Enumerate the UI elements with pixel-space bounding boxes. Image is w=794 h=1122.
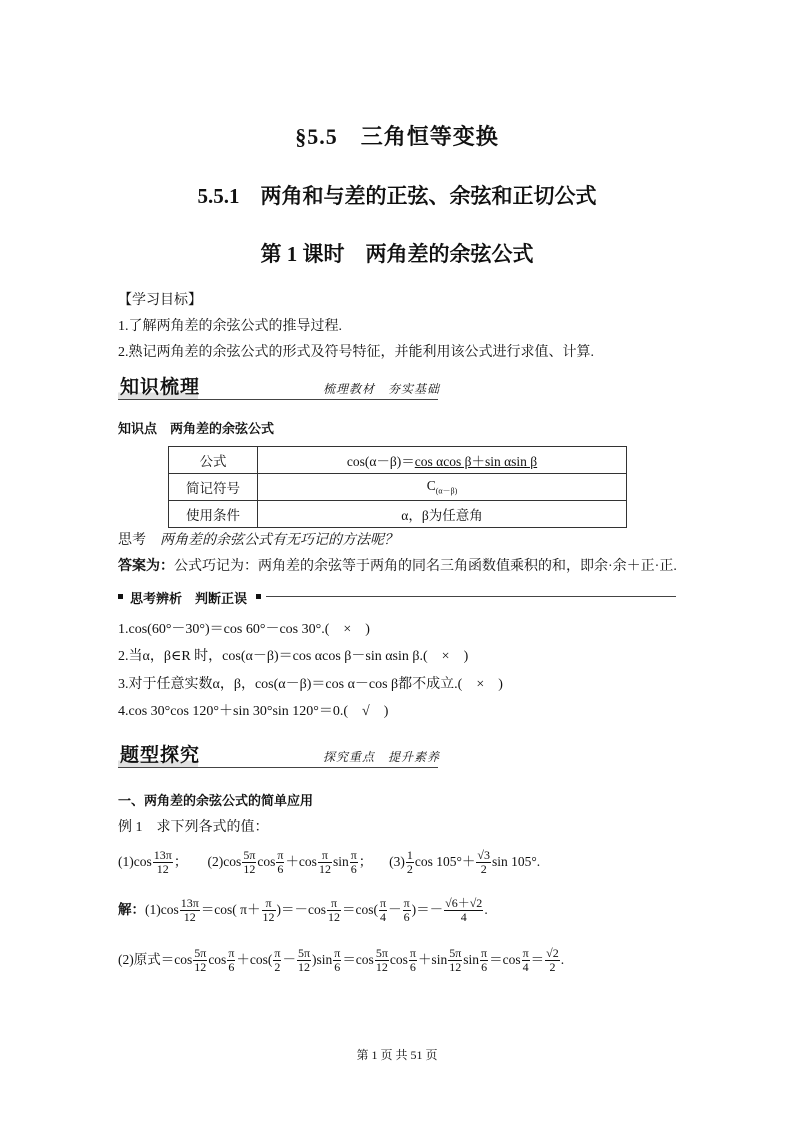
symbol-sub: (α－β) xyxy=(435,486,458,496)
lesson-title: 第 1 课时 两角差的余弦公式 xyxy=(260,242,534,266)
table-row xyxy=(169,447,627,474)
think-label: 思考 xyxy=(118,533,146,548)
table-row xyxy=(169,474,627,501)
symbol-main: C xyxy=(426,477,436,493)
table-row xyxy=(169,501,627,528)
solution-label: 解： xyxy=(118,902,145,917)
example-line xyxy=(118,819,269,837)
think-text: 两角差的余弦公式有无巧记的方法呢？ xyxy=(160,533,398,548)
section-title: §5.5 三角恒等变换 xyxy=(295,124,499,149)
goal-item-1: 1.了解两角差的余弦公式的推导过程. xyxy=(118,319,342,334)
judge-heading: 思考辨析 判断正误 xyxy=(130,592,248,607)
example-text: 求下列各式的值： xyxy=(156,820,269,835)
page-footer: 第 1 页 共 51 页 xyxy=(356,1048,438,1062)
symbol-cell xyxy=(258,474,627,501)
table-label: 简记符号 xyxy=(169,474,258,501)
answer-text: 公式巧记为：两角差的余弦等于两角的同名三角函数值乘积的和，即余·余＋正·正. xyxy=(174,559,677,574)
knowledge-heading-block xyxy=(118,372,678,402)
fraction: $\frac{13\pi}{12}$ xyxy=(153,848,172,877)
condition-cell: α，β为任意角 xyxy=(258,501,627,528)
table-label: 公式 xyxy=(169,447,258,474)
knowledge-point-title: 知识点 两角差的余弦公式 xyxy=(118,422,275,437)
judge-rule xyxy=(266,596,676,597)
formula-rhs: cos αcos β＋sin αsin β xyxy=(414,454,538,469)
heading-rule xyxy=(118,767,438,768)
subsection-title: 5.5.1 两角和与差的正弦、余弦和正切公式 xyxy=(197,184,597,208)
heading-rule xyxy=(118,399,438,400)
goals-header: 【学习目标】 xyxy=(118,293,202,308)
judge-item-4: 4.cos 30°cos 120°＋sin 30°sin 120°＝0.( √ ) xyxy=(118,704,389,719)
solution-line-1: 解：(1)cos $\frac{13\pi}{12}$ ＝cos( π＋ $\frac{\pi}{12}$ )＝－cos $\frac{\pi}{12}$ ＝cos( $\frac{\pi}{4}$ － $\frac{\pi}{6}$ )＝－ $\frac{√6+√2}{4}$ . xyxy=(118,896,488,925)
judge-heading-block xyxy=(118,588,678,606)
solution-line-2: (2)原式＝cos $\frac{5\pi}{12}$ cos $\frac{\pi}{6}$ ＋cos( $\frac{\pi}{2}$ － $\frac{5\pi}{12}$ )sin $\frac{\pi}{6}$ ＝cos $\frac{5\pi}{12}$ cos $\frac{\pi}{6}$ ＋sin $\frac{5\pi}{12}$ sin $\frac{\pi}{6}$ ＝cos $\frac{\pi}{4}$ ＝ $\frac{√2}{2}$ . xyxy=(118,946,565,975)
example-expressions: (1)cos $\frac{13\pi}{12}$ ； (2)cos $\frac{5\pi}{12}$ cos $\frac{\pi}{6}$ ＋cos $\frac{\pi}{12}$ sin $\frac{\pi}{6}$ ； (3) $\frac{1}{2}$ cos 105°＋ $\frac{√3}{2}$ sin 105°. xyxy=(118,848,541,877)
answer-line xyxy=(118,558,677,576)
formula-table xyxy=(168,446,627,528)
explore-tagline: 探究重点 提升素养 xyxy=(323,750,441,764)
judge-item-3: 3.对于任意实数α，β，cos(α－β)＝cos α－cos β都不成立.( × ) xyxy=(118,677,503,692)
table-label: 使用条件 xyxy=(169,501,258,528)
answer-label: 答案为： xyxy=(118,559,174,574)
think-line xyxy=(118,532,398,550)
formula-cell xyxy=(258,447,627,474)
square-bullet-icon xyxy=(118,594,123,599)
formula-lhs: cos(α－β)＝ xyxy=(346,454,415,469)
explore-heading-block xyxy=(118,740,678,770)
knowledge-tagline: 梳理教材 夯实基础 xyxy=(323,382,441,396)
goal-item-2: 2.熟记两角差的余弦公式的形式及符号特征，并能利用该公式进行求值、计算. xyxy=(118,345,594,360)
judge-item-1: 1.cos(60°－30°)＝cos 60°－cos 30°.( × ) xyxy=(118,622,370,637)
example-label: 例 1 xyxy=(118,820,143,835)
part-title: 一、两角差的余弦公式的简单应用 xyxy=(118,794,314,809)
judge-item-2: 2.当α，β∈R 时，cos(α－β)＝cos αcos β－sin αsin β.( × ) xyxy=(118,649,469,664)
explore-heading: 题型探究 xyxy=(120,744,201,766)
knowledge-heading: 知识梳理 xyxy=(120,376,201,398)
square-bullet-icon xyxy=(256,594,261,599)
